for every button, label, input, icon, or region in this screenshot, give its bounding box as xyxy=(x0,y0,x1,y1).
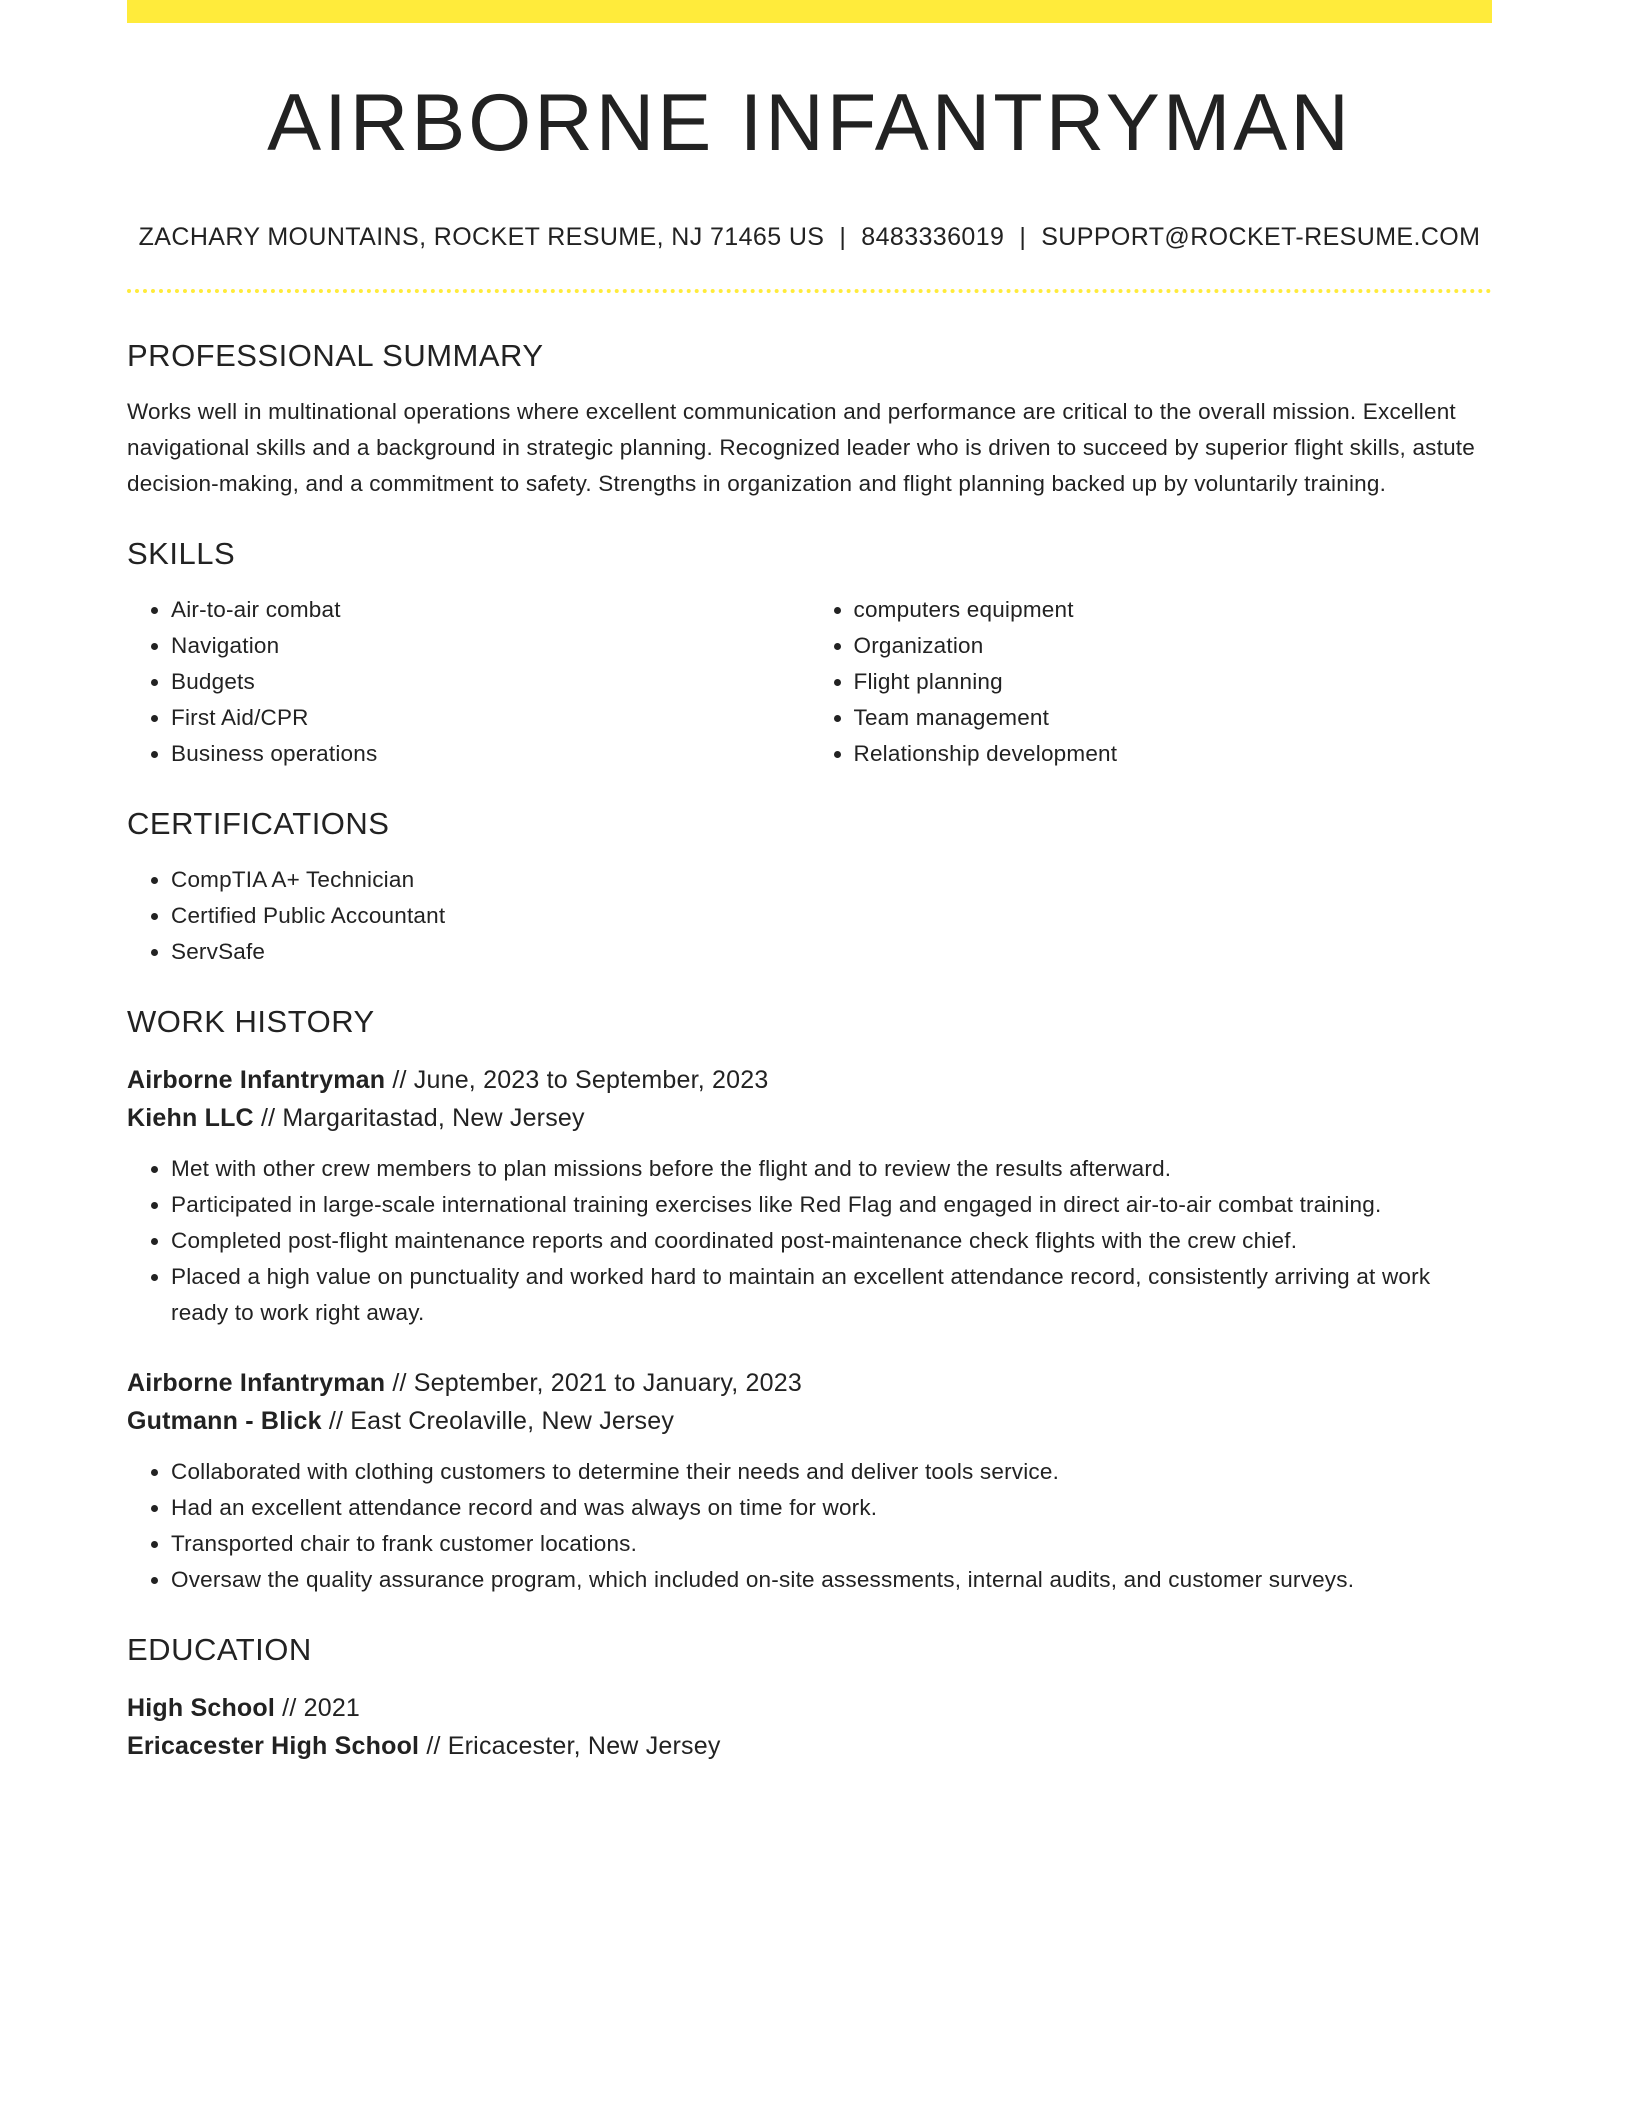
certifications-heading: CERTIFICATIONS xyxy=(127,806,390,841)
job-entry xyxy=(127,1061,1492,1331)
contact-separator: | xyxy=(839,223,847,251)
certifications-list xyxy=(127,862,1492,970)
job-bullet: • Collaborated with clothing customers to determine their needs and deliver tools service. xyxy=(171,1454,1492,1490)
skill-item: • computers equipment xyxy=(854,592,1493,628)
job-title-line xyxy=(127,1061,1492,1099)
skill-item: • Budgets xyxy=(171,664,810,700)
job-company: Gutmann - Blick xyxy=(127,1407,322,1435)
job-bullet: • Placed a high value on punctuality and worked hard to maintain an excellent attendance record, consistently arriving at work ready to work right away. xyxy=(171,1259,1492,1331)
contact-phone: 8483336019 xyxy=(861,223,1005,251)
job-bullet: • Transported chair to frank customer locations. xyxy=(171,1526,1492,1562)
education-heading: EDUCATION xyxy=(127,1632,312,1667)
job-location: // East Creolaville, New Jersey xyxy=(321,1407,675,1435)
job-bullets xyxy=(127,1151,1492,1331)
job-entry xyxy=(127,1364,1492,1598)
contact-address: ZACHARY MOUNTAINS, ROCKET RESUME, NJ 71465 US xyxy=(138,223,825,251)
resume-name: AIRBORNE INFANTRYMAN xyxy=(267,78,1352,168)
summary-text: Works well in multinational operations where excellent communication and performance are critical to the overall mission. Excellent navigational skills and a background in strategic planning. Recognized leader who is driven to succeed by superior flight skills, astute decision-making, and a commitment to safety. Strengths in organization and flight planning backed up by voluntarily training. xyxy=(127,399,1475,496)
contact-separator: | xyxy=(1019,223,1027,251)
resume-page xyxy=(127,0,1492,1765)
contact-email: SUPPORT@ROCKET-RESUME.COM xyxy=(1041,223,1481,251)
job-bullet: • Met with other crew members to plan missions before the flight and to review the results afterward. xyxy=(171,1151,1492,1187)
contact-line xyxy=(127,225,1492,250)
job-role: Airborne Infantryman xyxy=(127,1066,386,1094)
education-degree: High School xyxy=(127,1694,276,1722)
education-location: // Ericacester, New Jersey xyxy=(419,1732,721,1760)
education-school: Ericacester High School xyxy=(127,1732,420,1760)
skill-item: • Relationship development xyxy=(854,736,1493,772)
education-entry xyxy=(127,1689,1492,1765)
skills-list-left xyxy=(127,592,810,772)
certification-item: • ServSafe xyxy=(171,934,1492,970)
job-role: Airborne Infantryman xyxy=(127,1369,386,1397)
skill-item: • Navigation xyxy=(171,628,810,664)
job-title-line xyxy=(127,1364,1492,1402)
skill-item: • First Aid/CPR xyxy=(171,700,810,736)
job-bullet: • Had an excellent attendance record and was always on time for work. xyxy=(171,1490,1492,1526)
job-company-line xyxy=(127,1402,1492,1440)
education-school-line xyxy=(127,1727,1492,1765)
skills-list-right xyxy=(810,592,1493,772)
education-degree-line xyxy=(127,1689,1492,1727)
certification-item: • Certified Public Accountant xyxy=(171,898,1492,934)
job-dates: // June, 2023 to September, 2023 xyxy=(385,1066,769,1094)
job-location: // Margaritastad, New Jersey xyxy=(253,1104,585,1132)
accent-top-bar xyxy=(127,0,1492,23)
job-company-line xyxy=(127,1099,1492,1137)
certification-item: • CompTIA A+ Technician xyxy=(171,862,1492,898)
job-bullet: • Completed post-flight maintenance reports and coordinated post-maintenance check flights with the crew chief. xyxy=(171,1223,1492,1259)
job-company: Kiehn LLC xyxy=(127,1104,254,1132)
summary-heading: PROFESSIONAL SUMMARY xyxy=(127,338,544,373)
education-year: // 2021 xyxy=(275,1694,361,1722)
job-bullets xyxy=(127,1454,1492,1598)
skill-item: • Air-to-air combat xyxy=(171,592,810,628)
job-dates: // September, 2021 to January, 2023 xyxy=(385,1369,802,1397)
job-bullet: • Oversaw the quality assurance program, which included on-site assessments, internal audits, and customer surveys. xyxy=(171,1562,1492,1598)
skill-item: • Business operations xyxy=(171,736,810,772)
dotted-divider xyxy=(127,289,1492,293)
skill-item: • Flight planning xyxy=(854,664,1493,700)
skill-item: • Team management xyxy=(854,700,1493,736)
skills-heading: SKILLS xyxy=(127,536,236,571)
skills-grid xyxy=(127,592,1492,772)
skill-item: • Organization xyxy=(854,628,1493,664)
work-history-heading: WORK HISTORY xyxy=(127,1004,375,1039)
job-bullet: • Participated in large-scale international training exercises like Red Flag and engaged in direct air-to-air combat training. xyxy=(171,1187,1492,1223)
